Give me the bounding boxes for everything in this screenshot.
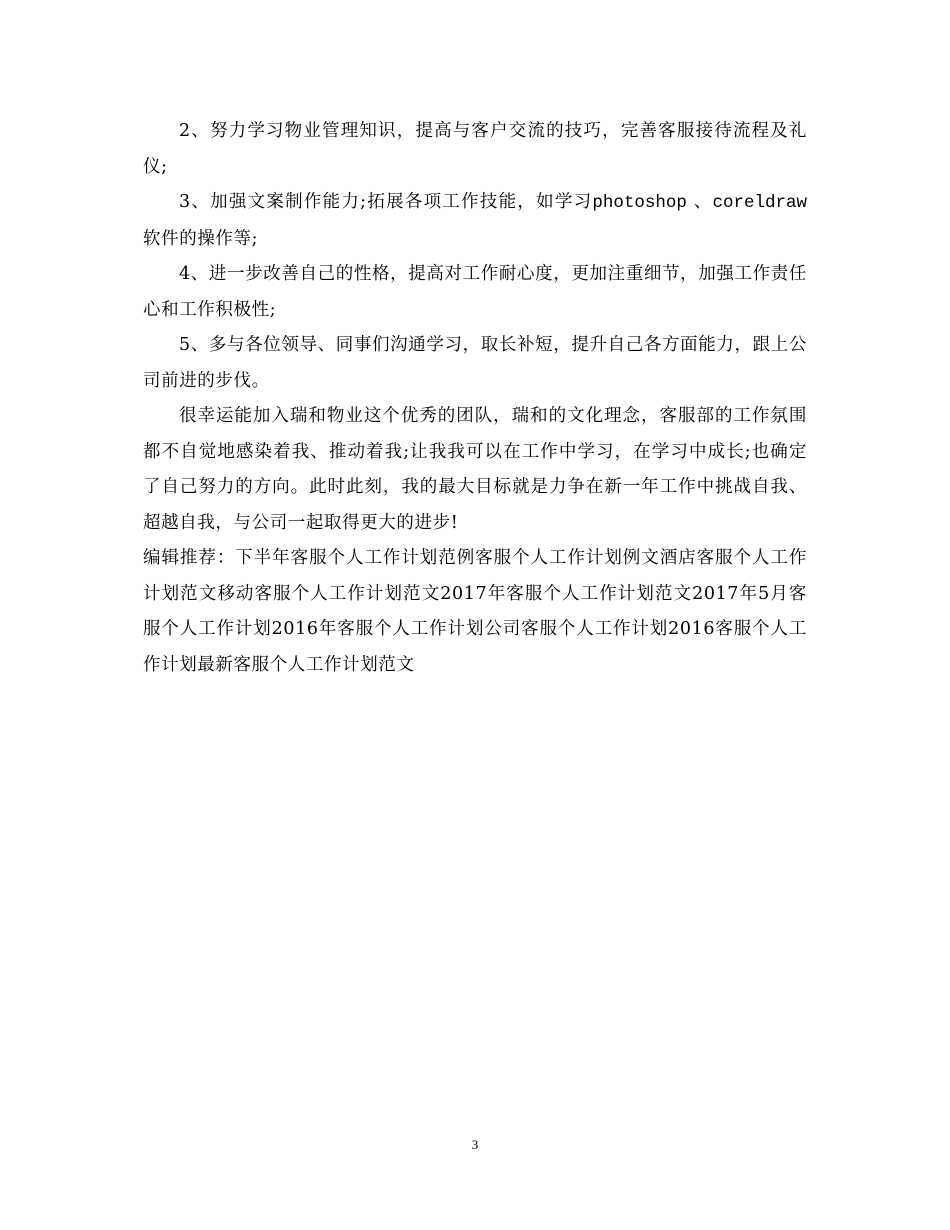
paragraph-item-4: 4、进一步改善自己的性格，提高对工作耐心度，更加注重细节，加强工作责任心和工作积极性; — [143, 264, 807, 320]
paragraph-closing: 很幸运能加入瑞和物业这个优秀的团队，瑞和的文化理念，客服部的工作氛围都不自觉地感染着我、推动着我;让我我可以在工作中学习，在学习中成长;也确定了自己努力的方向。此时此刻，我的最大目标就是力争在新一年工作中挑战自我、超越自我，与公司一起取得更大的进步! — [143, 406, 807, 533]
page-number: 3 — [471, 1137, 479, 1152]
document-body — [143, 114, 807, 683]
paragraph-item-5: 5、多与各位领导、同事们沟通学习，取长补短，提升自己各方面能力，跟上公司前进的步伐。 — [143, 335, 807, 391]
paragraph-item-2: 2、努力学习物业管理知识，提高与客户交流的技巧，完善客服接待流程及礼仪; — [143, 121, 807, 177]
software-coreldraw: coreldraw — [712, 193, 807, 213]
software-photoshop: photoshop — [592, 193, 687, 213]
editor-recommendation: 编辑推荐：下半年客服个人工作计划范例客服个人工作计划例文酒店客服个人工作计划范文移动客服个人工作计划范文2017年客服个人工作计划范文2017年5月客服个人工作计划2016年客服个人工作计划公司客服个人工作计划2016客服个人工作计划最新客服个人工作计划范文 — [143, 548, 807, 675]
item-3-prefix: 3、加强文案制作能力;拓展各项工作技能，如学习 — [179, 192, 593, 212]
item-3-separator: 、 — [686, 192, 713, 212]
paragraph-item-3 — [143, 185, 807, 257]
item-3-suffix: 软件的操作等; — [143, 228, 259, 249]
